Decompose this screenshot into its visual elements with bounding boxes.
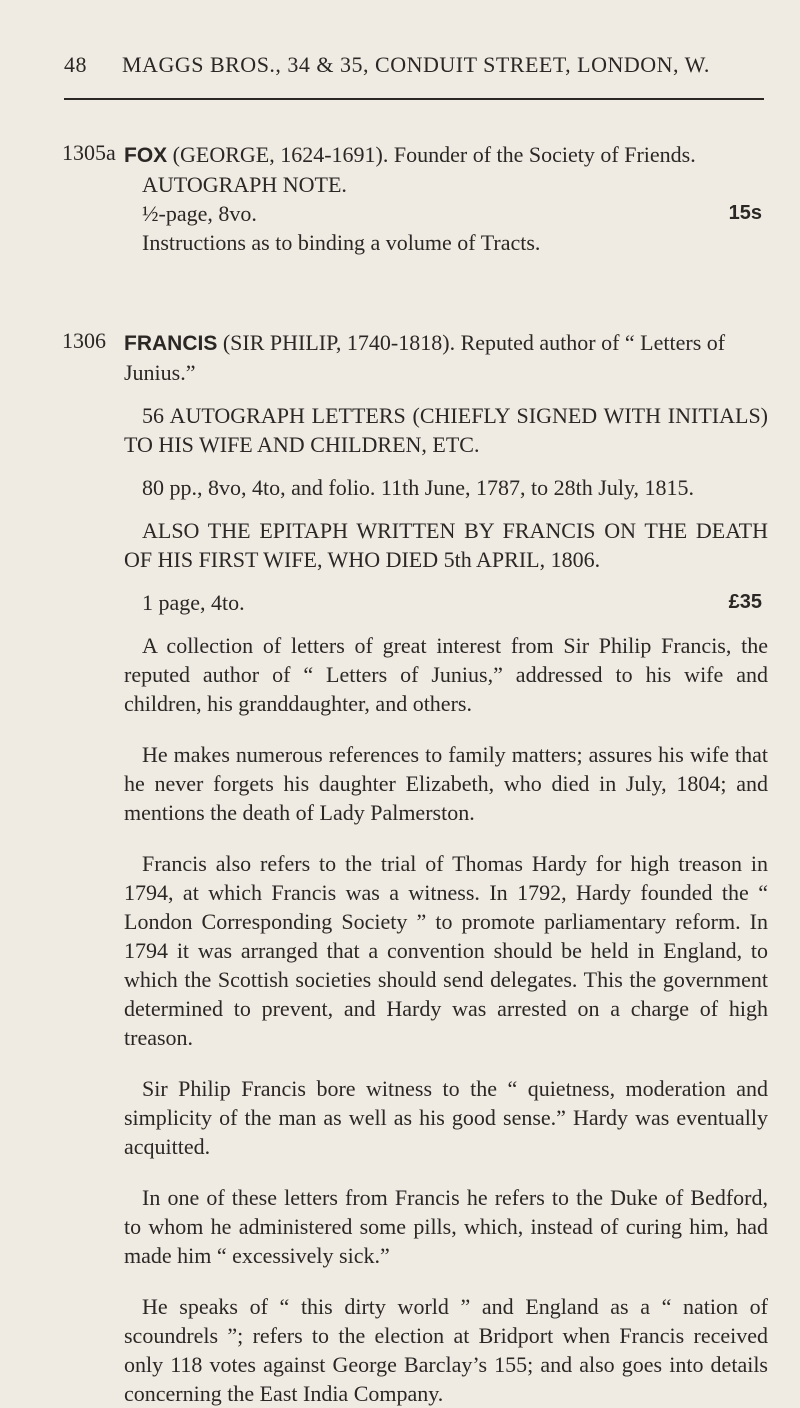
page-number: 48 [64,52,87,77]
entry-heading [124,140,768,170]
entry-title-2: ALSO THE EPITAPH WRITTEN BY FRANCIS ON THE DEATH OF HIS FIRST WIFE, WHO DIED 5th APRIL, 1806. [124,518,768,572]
description-paragraph: Sir Philip Francis bore witness to the “ quietness, moderation and simplicity of the man as well as his good sense.” Hardy was eventually acquitted. [124,1076,768,1159]
entry-description: Instructions as to binding a volume of Tracts. [142,230,541,255]
running-header [64,52,764,78]
description-paragraph: Francis also refers to the trial of Thomas Hardy for high treason in 1794, at which Francis was a witness. In 1792, Hardy founded the “ London Corresponding Society ” to promote parliamentary reform. In 1794 it was arranged that a convention should be held in England, to which the Scottish societies should send delegates. This the government determined to prevent, and Hardy was arrested on a charge of high treason. [124,851,768,1050]
description-paragraph: In one of these letters from Francis he refers to the Duke of Bedford, to whom he administered some pills, which, instead of curing him, had made him “ excessively sick.” [124,1185,768,1268]
header-rule [64,98,764,100]
entry-format-1: 80 pp., 8vo, 4to, and folio. 11th June, 1787, to 28th July, 1815. [142,475,695,500]
entry-name: FOX [124,144,168,167]
catalogue-entry-1305a [62,140,768,257]
header-title: MAGGS BROS., 34 & 35, CONDUIT STREET, LONDON, W. [122,52,710,77]
catalogue-entry-1306 [62,328,768,1408]
entry-price: £35 [728,591,762,613]
description-paragraph: He speaks of “ this dirty world ” and England as a “ nation of scoundrels ”; refers to the election at Bridport when Francis received only 118 votes against George Barclay’s 155; and also goes into details concerning the East India Company. [124,1294,768,1406]
lot-number: 1306 [62,328,106,353]
lot-number: 1305a [62,140,116,165]
entry-title-1: 56 AUTOGRAPH LETTERS (CHIEFLY SIGNED WITH INITIALS) TO HIS WIFE AND CHILDREN, ETC. [124,403,768,457]
entry-heading-rest: (SIR PHILIP, 1740-1818). Reputed author of “ Letters of Junius.” [124,330,726,385]
entry-format-2: 1 page, 4to. [142,590,245,615]
entry-heading-rest: (GEORGE, 1624-1691). Founder of the Society of Friends. [172,142,696,167]
description-paragraph: A collection of letters of great interest from Sir Philip Francis, the reputed author of “ Letters of Junius,” addressed to his wife and children, his granddaughter, and others. [124,633,768,716]
entry-name: FRANCIS [124,332,218,355]
entry-format: ½-page, 8vo. [142,201,257,226]
entry-price: 15s [728,202,762,224]
entry-title: AUTOGRAPH NOTE. [142,172,347,197]
description-paragraph: He makes numerous references to family matters; assures his wife that he never forgets his daughter Elizabeth, who died in July, 1804; and mentions the death of Lady Palmerston. [124,742,768,825]
entry-heading [124,328,768,387]
